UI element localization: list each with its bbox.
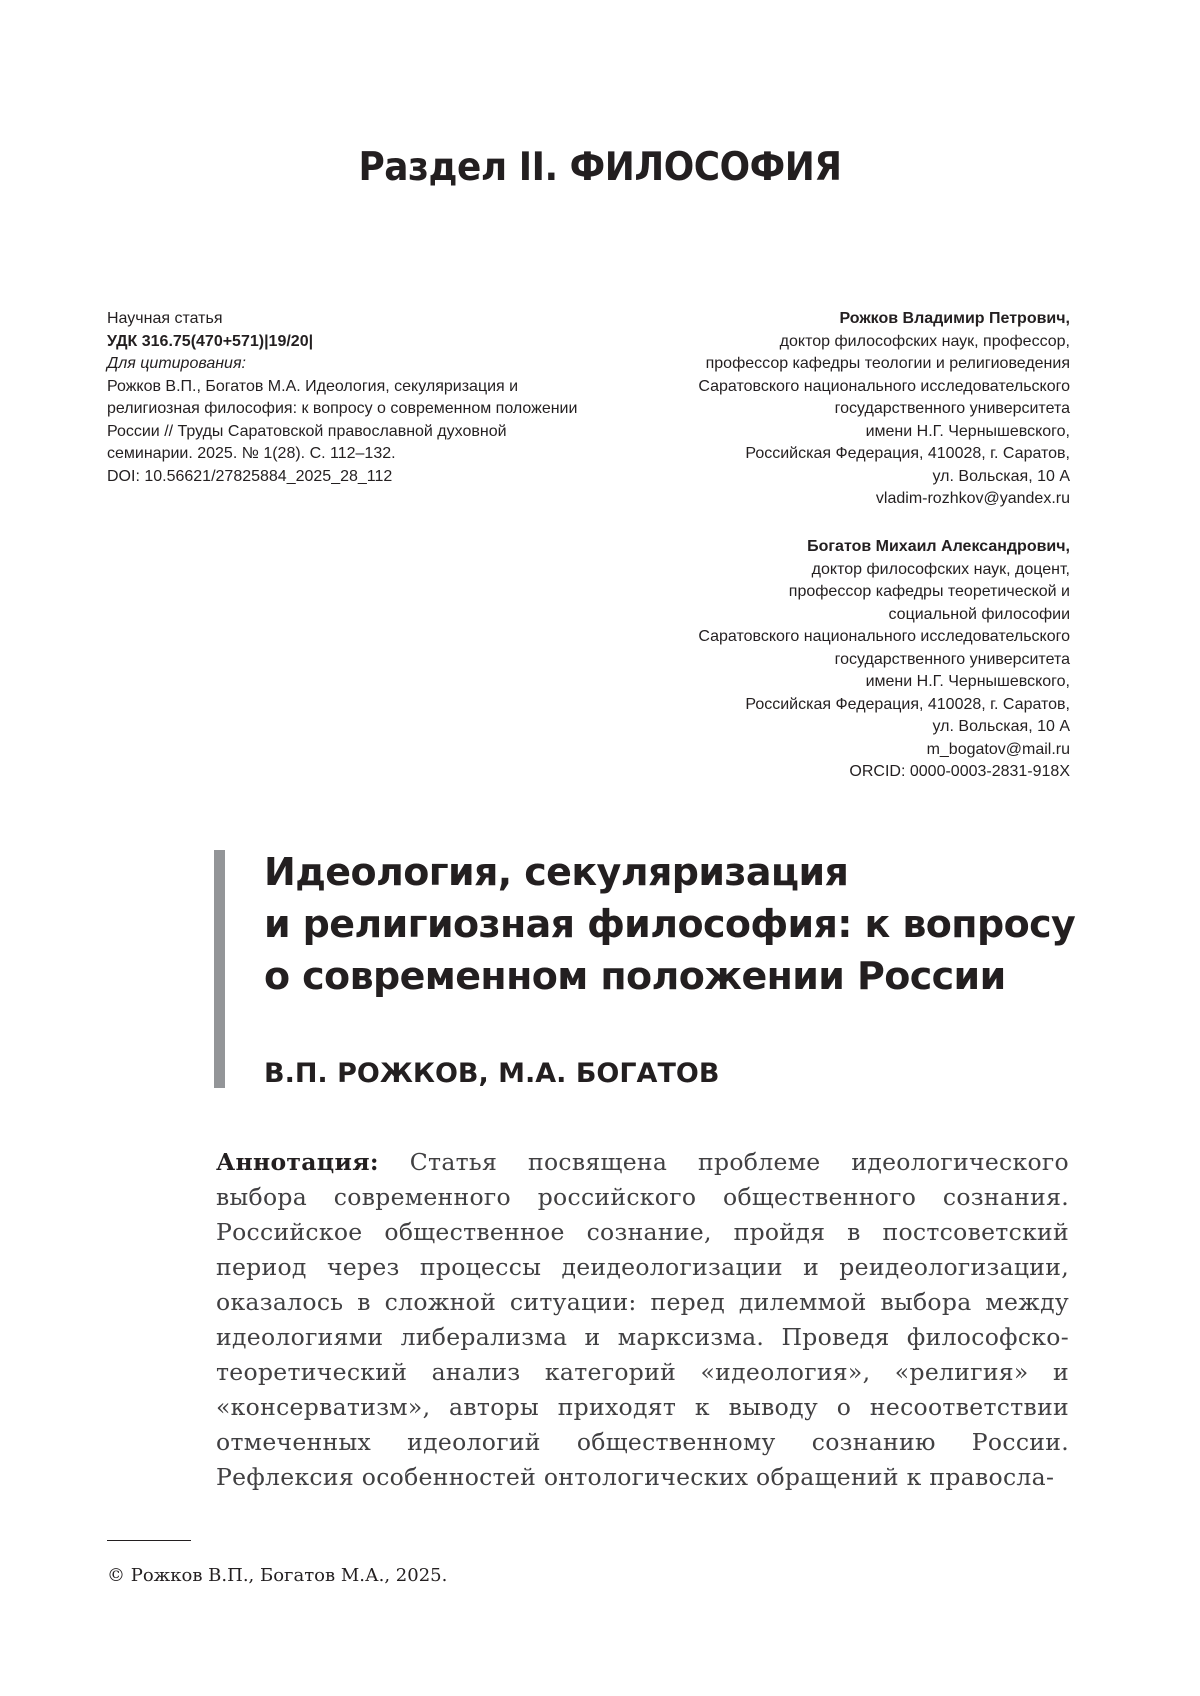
author-info-rozhkov [510,308,1070,511]
section-heading: Раздел II. ФИЛОСОФИЯ [358,145,842,190]
author-address: ул. Вольская, 10 А [932,467,1070,485]
author-address: Российская Федерация, 410028, г. Саратов, [745,445,1070,462]
author-email: vladim-rozhkov@yandex.ru [875,490,1070,507]
article-title-line: Идеология, секуляризация [264,850,849,894]
article-title-line: и религиозная философия: к вопросу [264,902,1076,946]
citation-line: России // Труды Саратовской православной духовной [107,422,507,440]
citation-label: Для цитирования: [107,355,246,372]
author-orcid: ORCID: 0000-0003-2831-918X [849,763,1070,780]
author-degree: доктор философских наук, профессор, [779,332,1070,350]
author-address: ул. Вольская, 10 А [932,718,1070,735]
title-accent-bar [214,850,225,1088]
abstract-text: Статья посвящена проблеме идеологического выбора современного российского общественного сознания. Российское общественное сознание, пройдя в постсоветский период через процессы деидеологизации и реидеологизации, оказалось в сложной ситуации: перед дилеммой выбора между идеологиями либерализма и марксизма. Проведя философско-теоретический анализ категорий «идеология», «религия» и «консерватизм», авторы приходят к выводу о несоответствии отмеченных идеологий общественному сознанию России. Рефлексия особенностей онтологических обращений к правосла- [216,1148,1069,1491]
footnote-rule [107,1540,191,1541]
article-type: Научная статья [107,310,223,327]
citation-line: семинарии. 2025. № 1(28). С. 112–132. [107,445,396,462]
author-name: Богатов Михаил Александрович, [807,538,1070,555]
article-authors: В.П. РОЖКОВ, М.А. БОГАТОВ [264,1058,720,1089]
udk-code: УДК 316.75(470+571)|19/20| [107,332,314,350]
author-info-bogatov [510,536,1070,784]
author-affiliation: государственного университета [834,400,1070,417]
abstract [216,1145,1069,1495]
doi: DOI: 10.56621/27825884_2025_28_112 [107,467,393,485]
citation-line: религиозная философия: к вопросу о современном положении [107,400,578,417]
author-affiliation: Саратовского национального исследовательского [698,377,1070,395]
copyright-note: © Рожков В.П., Богатов М.А., 2025. [107,1565,448,1586]
author-name: Рожков Владимир Петрович, [839,310,1070,327]
author-affiliation: имени Н.Г. Чернышевского, [865,673,1070,690]
author-degree: доктор философских наук, доцент, [811,560,1070,578]
abstract-label: Аннотация: [216,1148,379,1176]
author-position: социальной философии [888,605,1070,623]
author-address: Российская Федерация, 410028, г. Саратов, [745,695,1070,713]
citation-line: Рожков В.П., Богатов М.А. Идеология, секуляризация и [107,377,519,395]
author-affiliation: Саратовского национального исследовательского [698,628,1070,645]
author-position: профессор кафедры теологии и религиоведения [705,355,1070,372]
author-position: профессор кафедры теоретической и [788,583,1070,600]
article-title-line: о современном положении России [264,954,1006,998]
author-email: m_bogatov@mail.ru [926,740,1070,758]
author-affiliation: государственного университета [834,650,1070,668]
article-title [264,846,1094,1002]
author-affiliation: имени Н.Г. Чернышевского, [865,422,1070,440]
